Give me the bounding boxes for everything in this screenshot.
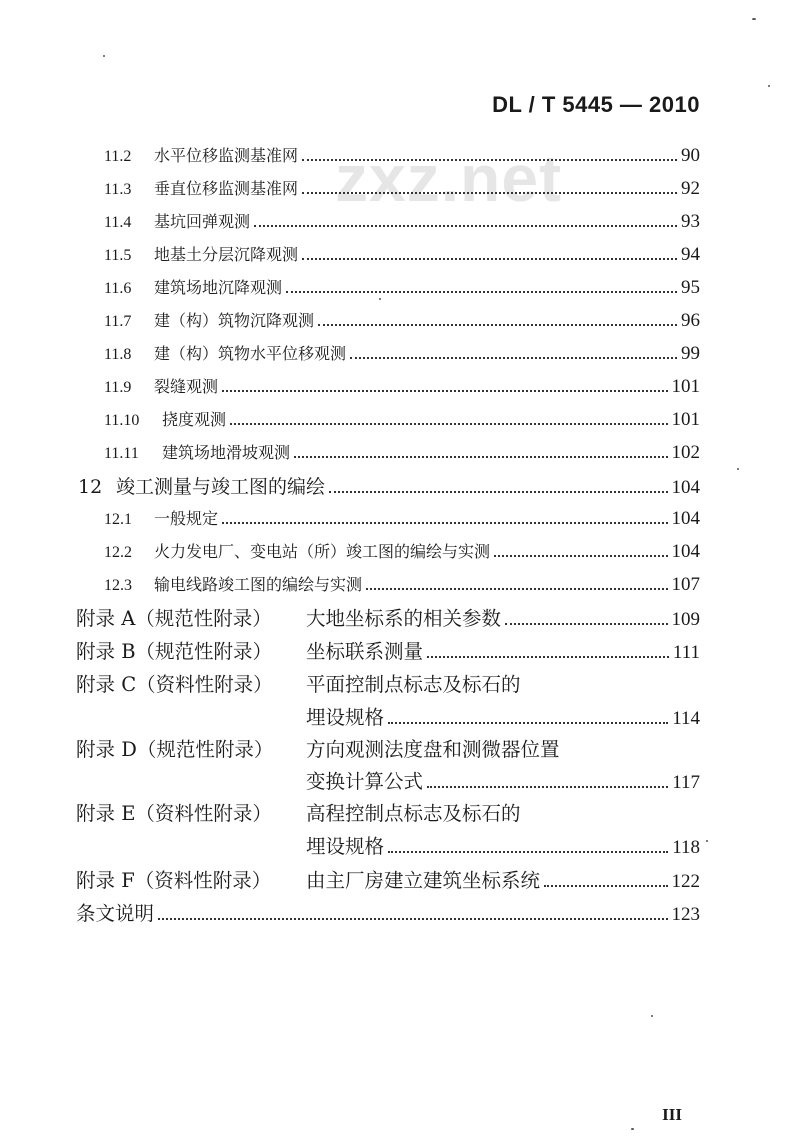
toc-entry-page: 101 [671, 376, 700, 397]
toc-chapter-12[interactable] [0, 472, 800, 499]
toc-entry-number: 11.7 [104, 313, 132, 330]
toc-entry-page: 104 [671, 477, 700, 498]
standard-code-header: DL / T 5445 — 2010 [492, 92, 700, 117]
appendix-title-continuation: 变换计算公式 [306, 770, 424, 793]
toc-entry-number: 11.11 [104, 445, 139, 462]
toc-entry-number: 12 [78, 476, 103, 498]
dot-leader [158, 917, 667, 920]
toc-appendix-c-cont[interactable] [0, 702, 800, 730]
toc-entry-number: 11.9 [104, 379, 132, 396]
appendix-title: 高程控制点标志及标石的 [306, 802, 521, 825]
toc-entry-title: 建（构）筑物沉降观测 [154, 311, 315, 330]
appendix-label: 附录 D（规范性附录） [76, 738, 274, 761]
toc-entry[interactable] [0, 341, 800, 365]
appendix-title-continuation: 埋设规格 [306, 835, 385, 858]
toc-explanation[interactable] [0, 898, 800, 926]
toc-entry-page: 102 [671, 442, 700, 463]
toc-entry[interactable] [0, 539, 800, 563]
appendix-page: 122 [671, 871, 700, 892]
explanation-page: 123 [671, 904, 700, 925]
dot-leader [494, 554, 667, 557]
toc-entry[interactable] [0, 143, 800, 167]
toc-entry[interactable] [0, 209, 800, 233]
toc-entry-page: 96 [681, 310, 700, 331]
toc-entry-title: 竣工测量与竣工图的编绘 [116, 476, 326, 498]
toc-appendix-d-cont[interactable] [0, 766, 800, 794]
dot-leader [222, 389, 667, 392]
toc-entry-number: 11.3 [104, 181, 132, 198]
toc-appendix-b[interactable] [0, 636, 800, 664]
dot-leader [254, 224, 677, 227]
toc-entry-number: 12.1 [104, 511, 132, 528]
dot-leader [427, 655, 669, 658]
toc-entry-page: 104 [671, 508, 700, 529]
appendix-title: 大地坐标系的相关参数 [306, 607, 502, 630]
scan-speck [706, 840, 708, 842]
appendix-page: 118 [672, 837, 700, 858]
toc-entry-page: 92 [681, 178, 700, 199]
dot-leader [427, 785, 668, 788]
scan-speck [768, 85, 770, 87]
toc-entry[interactable] [0, 572, 800, 596]
toc-appendix-e-cont[interactable] [0, 831, 800, 859]
toc-entry[interactable] [0, 374, 800, 398]
toc-entry-title: 一般规定 [154, 509, 219, 528]
toc-entry-title: 建筑场地沉降观测 [154, 278, 283, 297]
toc-appendix-f[interactable] [0, 865, 800, 893]
toc-entry-number: 11.5 [104, 247, 132, 264]
appendix-page: 117 [672, 772, 700, 793]
toc-entry-title: 裂缝观测 [154, 377, 219, 396]
appendix-label: 附录 B（规范性附录） [76, 640, 273, 663]
toc-appendix-e[interactable] [0, 798, 800, 826]
toc-entry[interactable] [0, 176, 800, 200]
toc-entry[interactable] [0, 242, 800, 266]
scan-speck [379, 298, 381, 300]
toc-entry-title: 输电线路竣工图的编绘与实测 [154, 575, 363, 594]
scan-speck [651, 1015, 653, 1017]
toc-entry-number: 12.2 [104, 544, 132, 561]
toc-entry[interactable] [0, 275, 800, 299]
toc-entry-title: 挠度观测 [162, 410, 227, 429]
toc-entry-number: 11.8 [104, 346, 132, 363]
dot-leader [302, 257, 677, 260]
appendix-label: 附录 A（规范性附录） [76, 607, 272, 630]
toc-entry-number: 11.2 [104, 148, 132, 165]
dot-leader [230, 422, 667, 425]
toc-entry-page: 101 [671, 409, 700, 430]
appendix-page: 111 [672, 642, 700, 663]
toc-entry-number: 11.10 [104, 412, 140, 429]
appendix-label: 附录 F（资料性附录） [76, 869, 272, 892]
dot-leader [350, 356, 677, 359]
toc-entry-page: 95 [681, 277, 700, 298]
toc-entry[interactable] [0, 308, 800, 332]
appendix-page: 109 [671, 609, 700, 630]
appendix-label: 附录 C（资料性附录） [76, 673, 273, 696]
appendix-title: 由主厂房建立建筑坐标系统 [306, 869, 541, 892]
dot-leader [366, 587, 667, 590]
appendix-page: 114 [672, 708, 700, 729]
toc-entry-title: 垂直位移监测基准网 [154, 179, 299, 198]
toc-entry-page: 94 [681, 244, 700, 265]
toc-entry-page: 93 [681, 211, 700, 232]
dot-leader [286, 290, 677, 293]
toc-entry-number: 11.4 [104, 214, 132, 231]
dot-leader [329, 490, 667, 493]
toc-entry[interactable] [0, 506, 800, 530]
toc-entry[interactable] [0, 440, 800, 464]
dot-leader [302, 191, 677, 194]
appendix-label: 附录 E（资料性附录） [76, 802, 272, 825]
toc-entry-title: 建（构）筑物水平位移观测 [154, 344, 347, 363]
appendix-title: 坐标联系测量 [306, 640, 424, 663]
dot-leader [388, 721, 668, 724]
toc-entry-page: 107 [671, 574, 700, 595]
explanation-title: 条文说明 [76, 902, 155, 925]
toc-entry-title: 地基土分层沉降观测 [154, 245, 299, 264]
toc-entry[interactable] [0, 407, 800, 431]
scan-speck [631, 1128, 634, 1130]
toc-entry-title: 水平位移监测基准网 [154, 146, 299, 165]
toc-appendix-a[interactable] [0, 603, 800, 631]
appendix-title: 平面控制点标志及标石的 [306, 673, 521, 696]
scan-speck [737, 468, 739, 470]
dot-leader [318, 323, 677, 326]
dot-leader [505, 622, 667, 625]
appendix-title: 方向观测法度盘和测微器位置 [306, 738, 560, 761]
toc-entry-title: 火力发电厂、变电站（所）竣工图的编绘与实测 [154, 542, 491, 561]
toc-entry-number: 12.3 [104, 577, 132, 594]
page-folio: III [662, 1105, 682, 1124]
toc-entry-page: 104 [671, 541, 700, 562]
toc-appendix-c[interactable] [0, 669, 800, 697]
watermark: zxz.net [335, 141, 563, 215]
appendix-title-continuation: 埋设规格 [306, 706, 385, 729]
dot-leader [222, 521, 667, 524]
dot-leader [544, 884, 667, 887]
toc-entry-page: 90 [681, 145, 700, 166]
dot-leader [302, 158, 677, 161]
toc-entry-number: 11.6 [104, 280, 132, 297]
dot-leader [294, 455, 667, 458]
toc-entry-page: 99 [681, 343, 700, 364]
toc-appendix-d[interactable] [0, 734, 800, 762]
dot-leader [388, 850, 668, 853]
toc-entry-title: 基坑回弹观测 [154, 212, 251, 231]
scan-speck [752, 18, 756, 20]
toc-entry-title: 建筑场地滑坡观测 [162, 443, 291, 462]
scan-speck [103, 55, 105, 57]
